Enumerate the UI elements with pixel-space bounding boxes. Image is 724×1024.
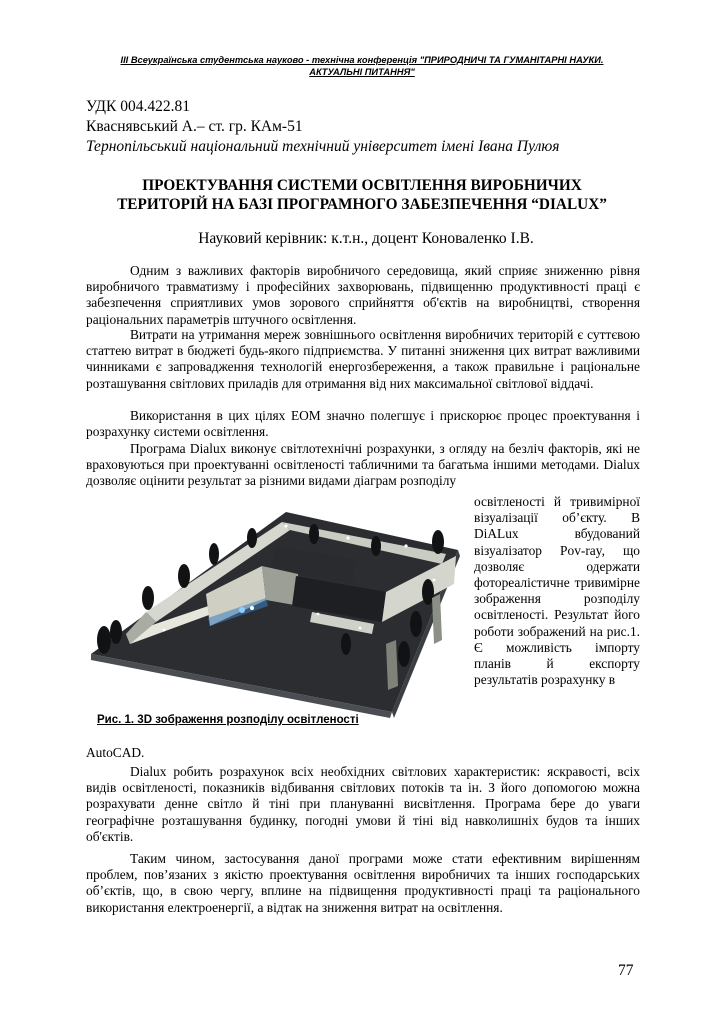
paper-title — [76, 176, 648, 214]
affiliation: Тернопільський національний технічний університет імені Івана Пулюя — [86, 138, 560, 155]
paragraph-4: Програма Dialux виконує світлотехнічні розрахунки, з огляду на безліч факторів, які не враховуються при проектуванні освітленості табличними та багатьма іншими методами. Dialux дозволяє оцінити результат за різними видами діаграм розподілу — [86, 441, 640, 489]
page-number: 77 — [618, 962, 634, 979]
paper-title-line2: ТЕРИТОРІЙ НА БАЗІ ПРОГРАМНОГО ЗАБЕЗПЕЧЕННЯ “DIALUX” — [117, 196, 607, 213]
paragraph-2: Витрати на утримання мереж зовнішнього освітлення виробничих територій є суттєвою статтею витрат в бюджеті будь-якого підприємства. У питанні зниження цих витрат важливими чинниками є запровадження технологій енергозбереження, а також правильне і раціональне розташування світлових приладів для отримання від них максимальної світлової віддачі. — [86, 327, 640, 391]
paragraph-6: Таким чином, застосування даної програми може стати ефективним вирішенням проблем, пов’язаних з якістю проектування освітлення виробничих та інших господарських об’єктів, що, в свою чергу, вплине на підвищення продуктивності праці та раціонального використання електроенергії, а відтак на зниження витрат на освітлення. — [86, 851, 640, 915]
paper-title-line1: ПРОЕКТУВАННЯ СИСТЕМИ ОСВІТЛЕННЯ ВИРОБНИЧИХ — [142, 177, 582, 194]
udc-code: УДК 004.422.81 — [86, 98, 190, 115]
conference-header-line2: АКТУАЛЬНІ ПИТАННЯ" — [309, 67, 415, 77]
paragraph-5: Dialux робить розрахунок всіх необхідних світлових характеристик: яскравості, всіх видів освітленості, показників відбивання світлових потоків та ін. З його допомогою можна розрахувати денне світло й тіні при плануванні висвітлення. Програма бере до уваги географічне розташування будинку, погодні умови й тіні від навколишніх будов та інших об'єктів. — [86, 764, 640, 844]
figure-3d-rendering — [86, 494, 470, 726]
paragraph-1: Одним з важливих факторів виробничого середовища, який сприяє зниженню рівня виробничого травматизму і професійних захворювань, підвищенню продуктивності праці є забезпечення сприятливих умов зорового сприйняття об'єктів на виробництві, створення раціональних параметрів штучного освітлення. — [86, 263, 640, 327]
conference-header-line1: III Всеукраїнська студентська науково - технічна конференція "ПРИРОДНИЧІ ТА ГУМАНІТАРНІ НАУКИ. — [120, 55, 604, 65]
paragraph-continuation: AutoCAD. — [86, 745, 145, 760]
author: Кваснявський А.– ст. гр. КАм-51 — [86, 118, 303, 135]
conference-header — [72, 54, 652, 78]
figure-caption: Рис. 1. 3D зображення розподілу освітленості — [97, 714, 359, 726]
supervisor: Науковий керівник: к.т.н., доцент Коноваленко І.В. — [198, 230, 534, 247]
paragraph-3: Використання в цих цілях ЕОМ значно полегшує і прискорює процес проектування і розрахунку системи освітлення. — [86, 408, 640, 440]
wrap-text-column: освітленості й тривимірної візуалізації об’єкту. В DiALux вбудований візуалізатор Pov-ray, що дозволяє одержати фотореалістичне тривимірне зображення розподілу освітленості. Результат його роботи зображений на рис.1. Є можливість імпорту планів й експорту результатів розрахунку в — [474, 494, 640, 688]
